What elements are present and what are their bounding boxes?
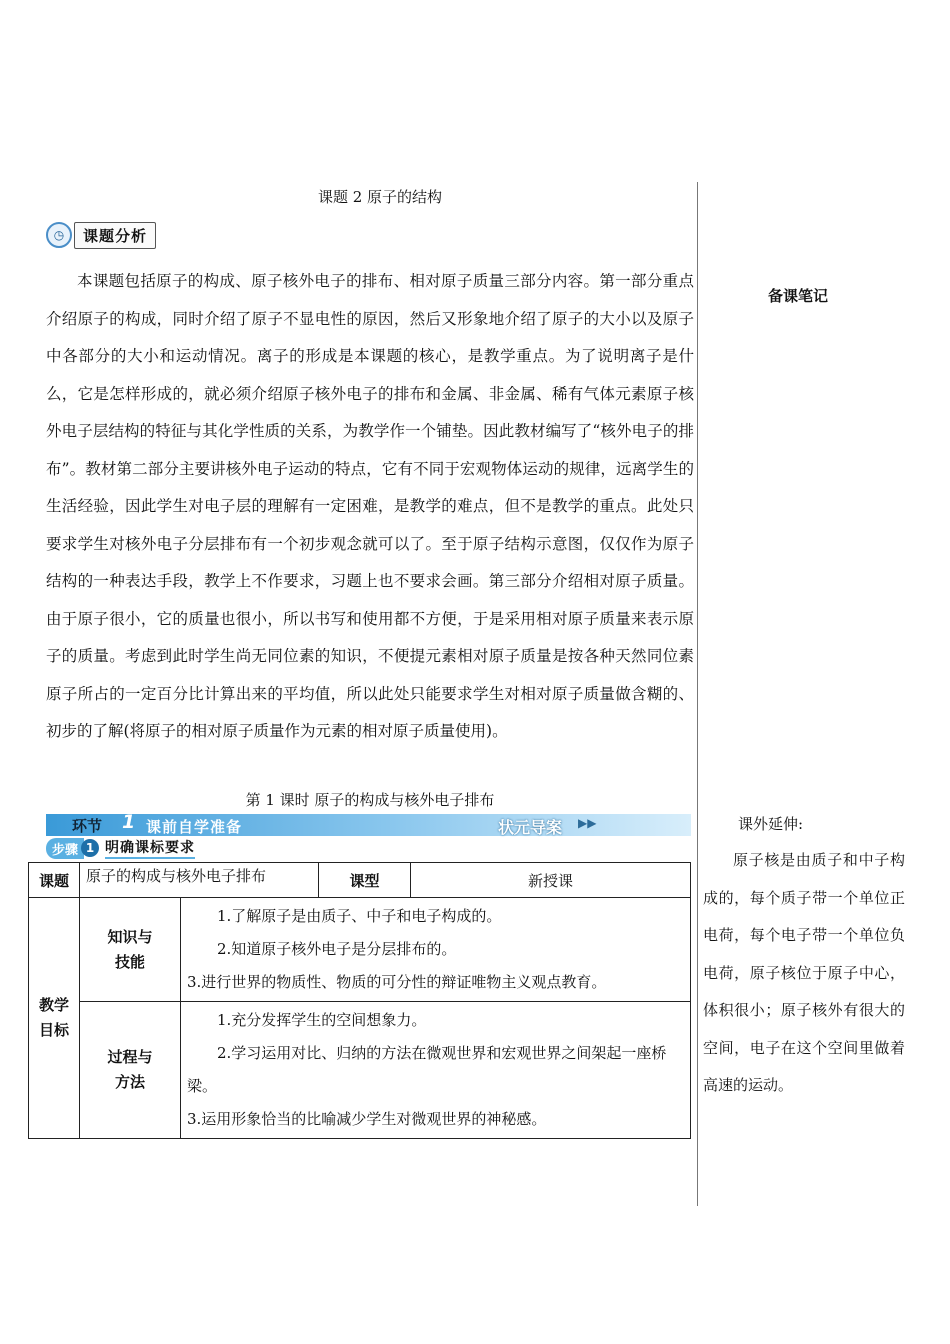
teaching-goals-label	[29, 898, 80, 1139]
extension-title: 课外延伸:	[738, 815, 804, 833]
step-header	[46, 838, 195, 858]
knowledge-skills-text: 知识与技能	[107, 927, 153, 971]
process-methods-label	[80, 1002, 181, 1139]
lesson-title: 第 1 课时 原子的构成与核外电子排布	[245, 791, 495, 809]
knowledge-skills-label	[80, 898, 181, 1002]
lesson-plan-table	[28, 862, 691, 1139]
extension-text: 原子核是由质子和中子构成的，每个质子带一个单位正电荷，每个电子带一个单位负电荷，原子核位于原子中心，体积很小；原子核外有很大的空间，电子在这个空间里做着高速的运动。	[703, 851, 905, 1094]
topic-value: 原子的构成与核外电子排布	[80, 863, 319, 898]
step-label: 明确课标要求	[105, 837, 195, 859]
teaching-goals-text: 教学目标	[39, 996, 70, 1039]
process-item: 1.充分发挥学生的空间想象力。	[217, 1011, 427, 1029]
process-methods-content	[181, 1002, 691, 1139]
section-banner	[46, 811, 691, 837]
table-row	[29, 1002, 691, 1139]
margin-divider	[697, 182, 698, 1206]
table-row	[29, 898, 691, 1002]
clock-icon: ◷	[46, 222, 72, 248]
double-arrow-icon: ▶▶	[578, 816, 597, 830]
knowledge-item: 3.进行世界的物质性、物质的可分性的辩证唯物主义观点教育。	[187, 973, 607, 991]
analysis-badge	[46, 222, 156, 248]
side-note-title: 备课笔记	[768, 287, 829, 305]
banner-segment: 环节	[72, 817, 103, 835]
step-number: 1	[81, 839, 99, 857]
step-tag: 步骤	[46, 838, 84, 859]
process-item: 2.学习运用对比、归纳的方法在微观世界和宏观世界之间架起一座桥梁。	[187, 1044, 667, 1095]
type-header: 课型	[319, 863, 411, 898]
banner-number: 1	[122, 811, 136, 833]
analysis-badge-label: 课题分析	[74, 222, 156, 249]
table-row	[29, 863, 691, 898]
knowledge-item: 1.了解原子是由质子、中子和电子构成的。	[217, 907, 502, 925]
topic-header: 课题	[29, 863, 80, 898]
banner-brand: 状元导案	[498, 818, 563, 837]
process-item: 3.运用形象恰当的比喻减少学生对微观世界的神秘感。	[187, 1110, 547, 1128]
banner-text: 课前自学准备	[146, 818, 243, 836]
knowledge-skills-content	[181, 898, 691, 1002]
type-value: 新授课	[411, 863, 691, 898]
page-title: 课题 2 原子的结构	[317, 188, 443, 206]
analysis-paragraph: 本课题包括原子的构成、原子核外电子的排布、相对原子质量三部分内容。第一部分重点介绍原子的构成，同时介绍了原子不显电性的原因，然后又形象地介绍了原子的大小以及原子中各部分的大小和运动情况。离子的形成是本课题的核心，是教学重点。为了说明离子是什么，它是怎样形成的，就必须介绍原子核外电子的排布和金属、非金属、稀有气体元素原子核外电子层结构的特征与其化学性质的关系，为教学作一个铺垫。因此教材编写了“核外电子的排布”。教材第二部分主要讲核外电子运动的特点，它有不同于宏观物体运动的规律，远离学生的生活经验，因此学生对电子层的理解有一定困难，是教学的难点，但不是教学的重点。此处只要求学生对核外电子分层排布有一个初步观念就可以了。至于原子结构示意图，仅仅作为原子结构的一种表达手段，教学上不作要求，习题上也不要求会画。第三部分介绍相对原子质量。由于原子很小，它的质量也很小，所以书写和使用都不方便，于是采用相对原子质量来表示原子的质量。考虑到此时学生尚无同位素的知识，不便提元素相对原子质量是按各种天然同位素原子所占的一定百分比计算出来的平均值，所以此处只能要求学生对相对原子质量做含糊的、初步的了解(将原子的相对原子质量作为元素的相对原子质量使用)。	[46, 272, 694, 740]
knowledge-item: 2.知道原子核外电子是分层排布的。	[217, 940, 457, 958]
process-methods-text: 过程与方法	[107, 1048, 153, 1091]
